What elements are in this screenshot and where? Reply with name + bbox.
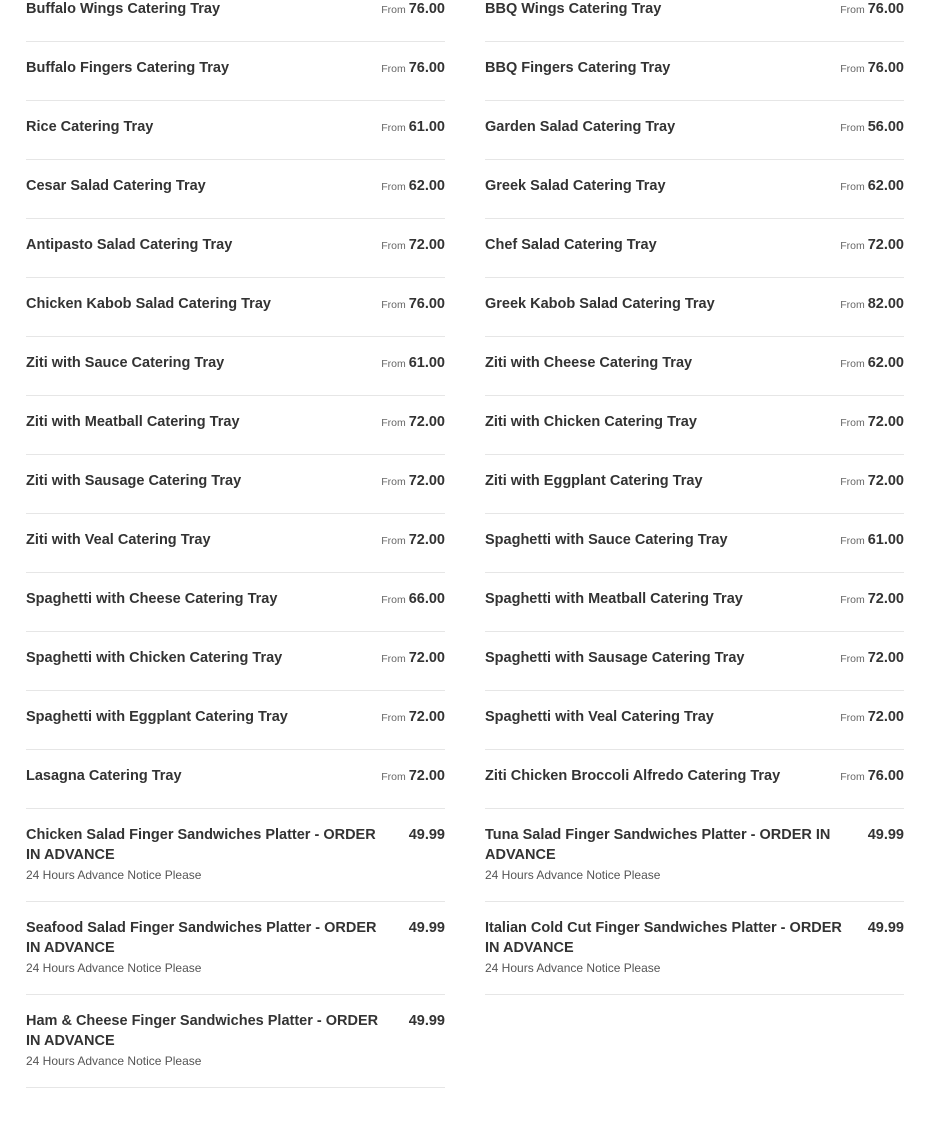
price-value: 82.00 — [867, 296, 904, 312]
menu-item[interactable] — [26, 573, 445, 632]
price-value: 76.00 — [867, 1, 904, 17]
menu-item[interactable] — [26, 101, 445, 160]
item-price — [381, 58, 445, 79]
item-price — [840, 294, 904, 315]
item-name: Seafood Salad Finger Sandwiches Platter - ORDER IN ADVANCE — [26, 920, 377, 956]
menu-column-right — [485, 0, 904, 1088]
item-info — [26, 117, 381, 137]
item-info — [26, 412, 381, 432]
menu-grid — [26, 0, 904, 1088]
item-name: Cesar Salad Catering Tray — [26, 178, 206, 194]
price-prefix: From — [381, 417, 406, 429]
item-price — [381, 648, 445, 669]
item-description: 24 Hours Advance Notice Please — [485, 868, 661, 882]
price-value: 49.99 — [408, 827, 445, 843]
price-value: 72.00 — [408, 473, 445, 489]
price-prefix: From — [840, 4, 865, 16]
price-value: 61.00 — [408, 119, 445, 135]
price-value: 49.99 — [867, 920, 904, 936]
price-prefix: From — [381, 122, 406, 134]
menu-item[interactable] — [26, 902, 445, 995]
price-value: 62.00 — [867, 178, 904, 194]
price-value: 49.99 — [408, 920, 445, 936]
price-value: 62.00 — [408, 178, 445, 194]
item-name: Ziti with Veal Catering Tray — [26, 532, 211, 548]
price-prefix: From — [381, 771, 406, 783]
item-price — [840, 471, 904, 492]
item-price — [868, 825, 904, 845]
menu-column-left — [26, 0, 445, 1088]
price-prefix: From — [381, 63, 406, 75]
menu-item[interactable] — [485, 514, 904, 573]
item-name: BBQ Fingers Catering Tray — [485, 60, 671, 76]
item-price — [381, 766, 445, 787]
item-info — [485, 58, 840, 78]
item-name: Spaghetti with Sauce Catering Tray — [485, 532, 728, 548]
price-value: 72.00 — [867, 237, 904, 253]
item-name: Ziti with Cheese Catering Tray — [485, 355, 693, 371]
price-prefix: From — [840, 240, 865, 252]
price-prefix: From — [840, 771, 865, 783]
item-info — [485, 918, 868, 976]
price-value: 72.00 — [408, 237, 445, 253]
price-value: 76.00 — [408, 296, 445, 312]
price-value: 62.00 — [867, 355, 904, 371]
item-price — [840, 176, 904, 197]
menu-item[interactable] — [485, 42, 904, 101]
menu-item[interactable] — [26, 750, 445, 809]
price-value: 72.00 — [408, 650, 445, 666]
price-prefix: From — [381, 181, 406, 193]
item-info — [485, 0, 840, 19]
price-value: 66.00 — [408, 591, 445, 607]
item-info — [485, 825, 868, 883]
item-info — [26, 294, 381, 314]
item-info — [26, 825, 409, 883]
item-info — [26, 589, 381, 609]
item-price — [840, 412, 904, 433]
price-prefix: From — [840, 417, 865, 429]
menu-item[interactable] — [485, 219, 904, 278]
price-value: 72.00 — [408, 768, 445, 784]
item-price — [840, 117, 904, 138]
price-value: 72.00 — [408, 532, 445, 548]
item-name: Garden Salad Catering Tray — [485, 119, 676, 135]
item-info — [26, 648, 381, 668]
price-value: 72.00 — [867, 591, 904, 607]
item-info — [485, 294, 840, 314]
menu-item[interactable] — [485, 632, 904, 691]
menu-item[interactable] — [26, 455, 445, 514]
item-price — [840, 235, 904, 256]
price-prefix: From — [381, 299, 406, 311]
item-name: Ziti with Eggplant Catering Tray — [485, 473, 703, 489]
item-price — [381, 235, 445, 256]
item-info — [485, 471, 840, 491]
item-info — [485, 766, 840, 786]
menu-item[interactable] — [26, 42, 445, 101]
item-price — [840, 707, 904, 728]
item-name: Chef Salad Catering Tray — [485, 237, 657, 253]
item-price — [840, 0, 904, 20]
price-prefix: From — [840, 181, 865, 193]
price-value: 76.00 — [408, 60, 445, 76]
price-prefix: From — [840, 299, 865, 311]
item-name: Ziti with Sauce Catering Tray — [26, 355, 225, 371]
item-name: BBQ Wings Catering Tray — [485, 1, 662, 17]
menu-item[interactable] — [485, 160, 904, 219]
item-name: Spaghetti with Cheese Catering Tray — [26, 591, 278, 607]
price-prefix: From — [381, 4, 406, 16]
item-price — [381, 589, 445, 610]
item-info — [485, 353, 840, 373]
price-value: 56.00 — [867, 119, 904, 135]
item-info — [26, 0, 381, 19]
item-name: Greek Salad Catering Tray — [485, 178, 666, 194]
menu-item[interactable] — [485, 809, 904, 902]
item-price — [381, 412, 445, 433]
item-price — [409, 1011, 445, 1031]
item-price — [381, 471, 445, 492]
item-price — [868, 918, 904, 938]
price-prefix: From — [381, 653, 406, 665]
price-prefix: From — [381, 594, 406, 606]
item-name: Tuna Salad Finger Sandwiches Platter - ORDER IN ADVANCE — [485, 827, 831, 863]
price-value: 72.00 — [867, 414, 904, 430]
item-name: Ham & Cheese Finger Sandwiches Platter - ORDER IN ADVANCE — [26, 1013, 379, 1049]
menu-item[interactable] — [26, 809, 445, 902]
price-value: 72.00 — [408, 414, 445, 430]
price-prefix: From — [840, 122, 865, 134]
item-info — [26, 1011, 409, 1069]
menu-item[interactable] — [26, 691, 445, 750]
item-price — [840, 766, 904, 787]
item-name: Ziti Chicken Broccoli Alfredo Catering Tray — [485, 768, 781, 784]
item-info — [485, 648, 840, 668]
item-name: Lasagna Catering Tray — [26, 768, 182, 784]
price-prefix: From — [840, 535, 865, 547]
item-price — [381, 117, 445, 138]
menu-item[interactable] — [26, 160, 445, 219]
item-info — [26, 707, 381, 727]
price-prefix: From — [840, 594, 865, 606]
item-info — [26, 235, 381, 255]
item-info — [485, 412, 840, 432]
menu-item[interactable] — [485, 0, 904, 42]
item-name: Buffalo Wings Catering Tray — [26, 1, 221, 17]
menu-item[interactable] — [485, 902, 904, 995]
price-value: 72.00 — [867, 709, 904, 725]
menu-item[interactable] — [26, 278, 445, 337]
item-name: Ziti with Meatball Catering Tray — [26, 414, 240, 430]
menu-item[interactable] — [485, 750, 904, 809]
item-info — [485, 589, 840, 609]
menu-item[interactable] — [26, 337, 445, 396]
item-name: Greek Kabob Salad Catering Tray — [485, 296, 715, 312]
item-name: Rice Catering Tray — [26, 119, 154, 135]
item-info — [485, 530, 840, 550]
price-value: 76.00 — [408, 1, 445, 17]
item-name: Antipasto Salad Catering Tray — [26, 237, 233, 253]
item-info — [26, 918, 409, 976]
price-prefix: From — [381, 240, 406, 252]
price-prefix: From — [381, 476, 406, 488]
menu-item[interactable] — [485, 101, 904, 160]
menu-item[interactable] — [485, 396, 904, 455]
price-prefix: From — [840, 63, 865, 75]
item-name: Spaghetti with Sausage Catering Tray — [485, 650, 745, 666]
item-info — [26, 353, 381, 373]
item-info — [485, 235, 840, 255]
item-name: Chicken Kabob Salad Catering Tray — [26, 296, 271, 312]
menu-item[interactable] — [485, 278, 904, 337]
item-name: Spaghetti with Eggplant Catering Tray — [26, 709, 288, 725]
menu-item[interactable] — [485, 691, 904, 750]
item-description: 24 Hours Advance Notice Please — [26, 961, 202, 975]
item-price — [381, 353, 445, 374]
item-name: Spaghetti with Veal Catering Tray — [485, 709, 714, 725]
item-price — [409, 825, 445, 845]
item-price — [381, 707, 445, 728]
price-value: 76.00 — [867, 768, 904, 784]
item-name: Chicken Salad Finger Sandwiches Platter - ORDER IN ADVANCE — [26, 827, 376, 863]
item-info — [26, 176, 381, 196]
item-description: 24 Hours Advance Notice Please — [485, 961, 661, 975]
price-value: 61.00 — [408, 355, 445, 371]
item-name: Spaghetti with Chicken Catering Tray — [26, 650, 283, 666]
item-description: 24 Hours Advance Notice Please — [26, 1054, 202, 1068]
price-prefix: From — [840, 358, 865, 370]
item-price — [409, 918, 445, 938]
item-price — [840, 353, 904, 374]
price-value: 49.99 — [867, 827, 904, 843]
price-prefix: From — [840, 476, 865, 488]
menu-item[interactable] — [485, 455, 904, 514]
price-value: 76.00 — [867, 60, 904, 76]
item-price — [840, 648, 904, 669]
menu-item[interactable] — [26, 514, 445, 573]
item-name: Spaghetti with Meatball Catering Tray — [485, 591, 743, 607]
item-info — [485, 707, 840, 727]
price-prefix: From — [381, 712, 406, 724]
item-price — [381, 294, 445, 315]
item-price — [840, 589, 904, 610]
item-info — [485, 176, 840, 196]
item-name: Italian Cold Cut Finger Sandwiches Platter - ORDER IN ADVANCE — [485, 920, 842, 956]
menu-item[interactable] — [26, 396, 445, 455]
menu-item[interactable] — [485, 573, 904, 632]
item-description: 24 Hours Advance Notice Please — [26, 868, 202, 882]
menu-item[interactable] — [26, 632, 445, 691]
item-price — [840, 530, 904, 551]
menu-item[interactable] — [26, 995, 445, 1088]
item-name: Buffalo Fingers Catering Tray — [26, 60, 230, 76]
price-prefix: From — [840, 712, 865, 724]
price-value: 72.00 — [867, 473, 904, 489]
price-prefix: From — [381, 358, 406, 370]
item-info — [26, 58, 381, 78]
menu-item[interactable] — [26, 219, 445, 278]
item-info — [26, 471, 381, 491]
menu-item[interactable] — [485, 337, 904, 396]
item-info — [26, 766, 381, 786]
item-info — [485, 117, 840, 137]
item-name: Ziti with Sausage Catering Tray — [26, 473, 242, 489]
price-value: 72.00 — [408, 709, 445, 725]
price-value: 72.00 — [867, 650, 904, 666]
menu-item[interactable] — [26, 0, 445, 42]
price-value: 49.99 — [408, 1013, 445, 1029]
item-price — [381, 176, 445, 197]
item-price — [381, 530, 445, 551]
item-price — [381, 0, 445, 20]
item-info — [26, 530, 381, 550]
item-price — [840, 58, 904, 79]
price-prefix: From — [381, 535, 406, 547]
item-name: Ziti with Chicken Catering Tray — [485, 414, 697, 430]
price-prefix: From — [840, 653, 865, 665]
price-value: 61.00 — [867, 532, 904, 548]
